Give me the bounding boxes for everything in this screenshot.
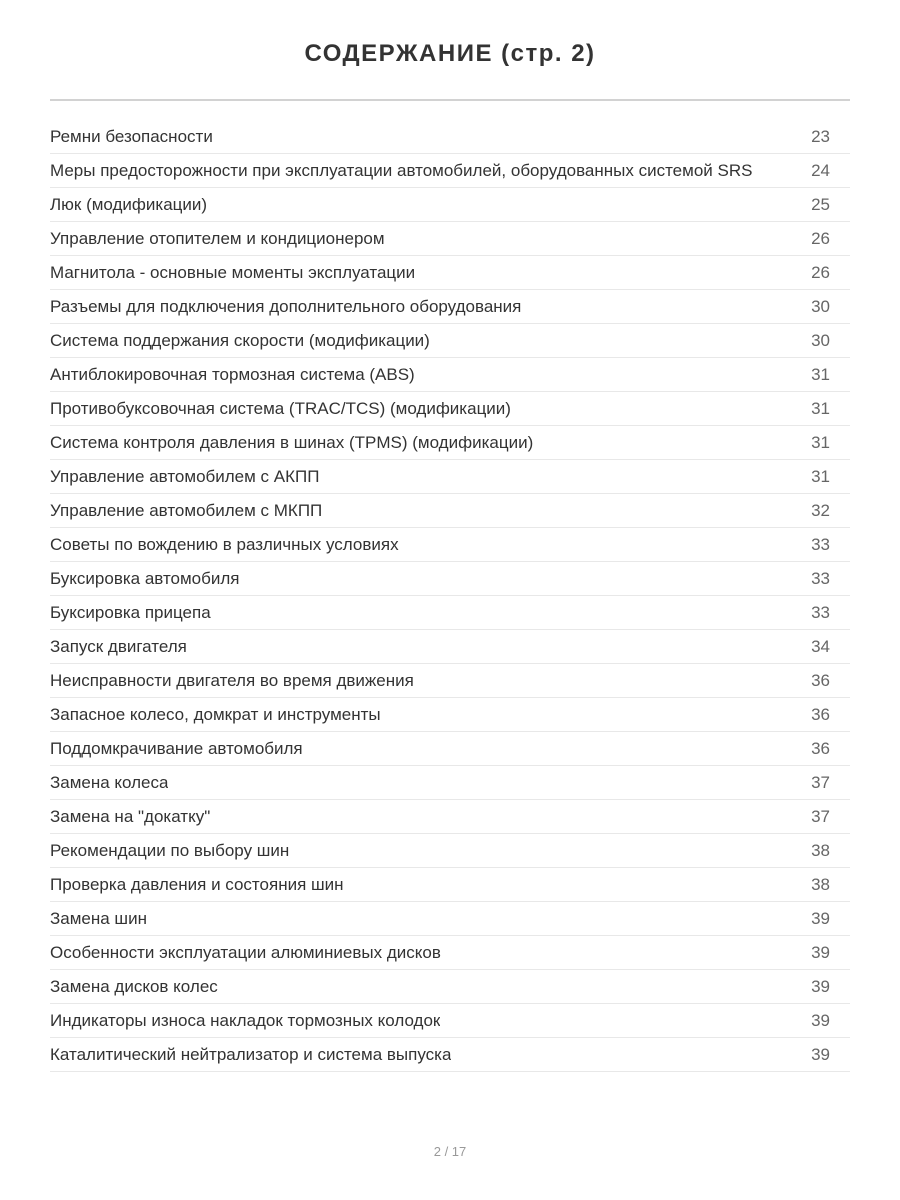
toc-entry-page-number: 39 xyxy=(811,1010,830,1030)
toc-entry-page-number: 36 xyxy=(811,704,830,724)
toc-entry-page-number: 32 xyxy=(811,500,830,520)
toc-entry[interactable] xyxy=(50,868,850,902)
toc-entry[interactable] xyxy=(50,256,850,290)
toc-entry-page-number: 30 xyxy=(811,330,830,350)
toc-entry-label: Буксировка автомобиля xyxy=(50,568,240,588)
toc-entry-page-number: 39 xyxy=(811,976,830,996)
page-indicator: 2 / 17 xyxy=(433,1144,467,1159)
toc-entry-page-number: 36 xyxy=(811,738,830,758)
toc-entry[interactable] xyxy=(50,936,850,970)
toc-entry-label: Антиблокировочная тормозная система (ABS) xyxy=(50,364,415,384)
toc-entry-page-number: 39 xyxy=(811,1044,830,1064)
toc-entry[interactable] xyxy=(50,970,850,1004)
toc-entry-page-number: 26 xyxy=(811,262,830,282)
toc-entry-page-number: 39 xyxy=(811,908,830,928)
toc-entry-label: Управление отопителем и кондиционером xyxy=(50,228,385,248)
toc-entry[interactable] xyxy=(50,154,850,188)
toc-entry[interactable] xyxy=(50,596,850,630)
toc-entry[interactable] xyxy=(50,392,850,426)
toc-entry-page-number: 23 xyxy=(811,126,830,146)
toc-entry[interactable] xyxy=(50,494,850,528)
toc-entry-page-number: 31 xyxy=(811,398,830,418)
toc-entry-page-number: 37 xyxy=(811,806,830,826)
page-title: СОДЕРЖАНИЕ (стр. 2) xyxy=(304,40,596,67)
toc-entry[interactable] xyxy=(50,1004,850,1038)
toc-list xyxy=(50,120,850,1072)
toc-entry[interactable] xyxy=(50,222,850,256)
toc-entry-label: Особенности эксплуатации алюминиевых дисков xyxy=(50,942,441,962)
toc-entry-page-number: 38 xyxy=(811,840,830,860)
toc-entry-label: Управление автомобилем с МКПП xyxy=(50,500,323,520)
toc-entry-label: Люк (модификации) xyxy=(50,194,208,214)
toc-entry-label: Система поддержания скорости (модификации) xyxy=(50,330,430,350)
toc-entry-page-number: 25 xyxy=(811,194,830,214)
toc-entry[interactable] xyxy=(50,1038,850,1072)
toc-entry-page-number: 33 xyxy=(811,534,830,554)
toc-entry[interactable] xyxy=(50,834,850,868)
toc-entry-page-number: 31 xyxy=(811,432,830,452)
toc-entry-label: Замена на "докатку" xyxy=(50,806,211,826)
toc-entry-page-number: 39 xyxy=(811,942,830,962)
title-divider xyxy=(50,99,850,101)
toc-entry[interactable] xyxy=(50,630,850,664)
toc-entry-label: Замена дисков колес xyxy=(50,976,218,996)
toc-entry-page-number: 30 xyxy=(811,296,830,316)
toc-entry-page-number: 38 xyxy=(811,874,830,894)
toc-entry[interactable] xyxy=(50,902,850,936)
toc-entry-label: Разъемы для подключения дополнительного оборудования xyxy=(50,296,522,316)
toc-entry[interactable] xyxy=(50,800,850,834)
toc-entry-label: Каталитический нейтрализатор и система выпуска xyxy=(50,1044,452,1064)
toc-entry-label: Управление автомобилем с АКПП xyxy=(50,466,320,486)
toc-entry-page-number: 26 xyxy=(811,228,830,248)
toc-entry[interactable] xyxy=(50,426,850,460)
toc-entry-label: Советы по вождению в различных условиях xyxy=(50,534,399,554)
toc-entry-label: Запасное колесо, домкрат и инструменты xyxy=(50,704,381,724)
toc-entry[interactable] xyxy=(50,698,850,732)
toc-entry[interactable] xyxy=(50,324,850,358)
toc-entry-label: Запуск двигателя xyxy=(50,636,187,656)
toc-entry-label: Ремни безопасности xyxy=(50,126,213,146)
toc-entry[interactable] xyxy=(50,528,850,562)
toc-entry-label: Система контроля давления в шинах (TPMS) (модификации) xyxy=(50,432,534,452)
toc-entry-label: Проверка давления и состояния шин xyxy=(50,874,344,894)
toc-entry[interactable] xyxy=(50,664,850,698)
toc-entry-page-number: 37 xyxy=(811,772,830,792)
toc-entry-page-number: 31 xyxy=(811,466,830,486)
toc-entry-page-number: 34 xyxy=(811,636,830,656)
toc-entry[interactable] xyxy=(50,460,850,494)
toc-entry[interactable] xyxy=(50,290,850,324)
toc-entry-label: Замена колеса xyxy=(50,772,169,792)
toc-entry-label: Индикаторы износа накладок тормозных колодок xyxy=(50,1010,441,1030)
toc-entry[interactable] xyxy=(50,120,850,154)
toc-entry-label: Замена шин xyxy=(50,908,147,928)
toc-entry[interactable] xyxy=(50,358,850,392)
toc-entry-label: Противобуксовочная система (TRAC/TCS) (модификации) xyxy=(50,398,511,418)
toc-entry-page-number: 33 xyxy=(811,602,830,622)
toc-entry-label: Неисправности двигателя во время движения xyxy=(50,670,414,690)
toc-entry[interactable] xyxy=(50,562,850,596)
toc-entry-label: Рекомендации по выбору шин xyxy=(50,840,290,860)
toc-entry-page-number: 24 xyxy=(811,160,830,180)
toc-entry-page-number: 33 xyxy=(811,568,830,588)
toc-entry[interactable] xyxy=(50,766,850,800)
toc-entry-label: Поддомкрачивание автомобиля xyxy=(50,738,303,758)
toc-entry-label: Магнитола - основные моменты эксплуатации xyxy=(50,262,416,282)
toc-entry-label: Меры предосторожности при эксплуатации автомобилей, оборудованных системой SRS xyxy=(50,160,753,180)
toc-entry-page-number: 36 xyxy=(811,670,830,690)
toc-entry-page-number: 31 xyxy=(811,364,830,384)
toc-entry-label: Буксировка прицепа xyxy=(50,602,211,622)
toc-entry[interactable] xyxy=(50,188,850,222)
toc-entry[interactable] xyxy=(50,732,850,766)
